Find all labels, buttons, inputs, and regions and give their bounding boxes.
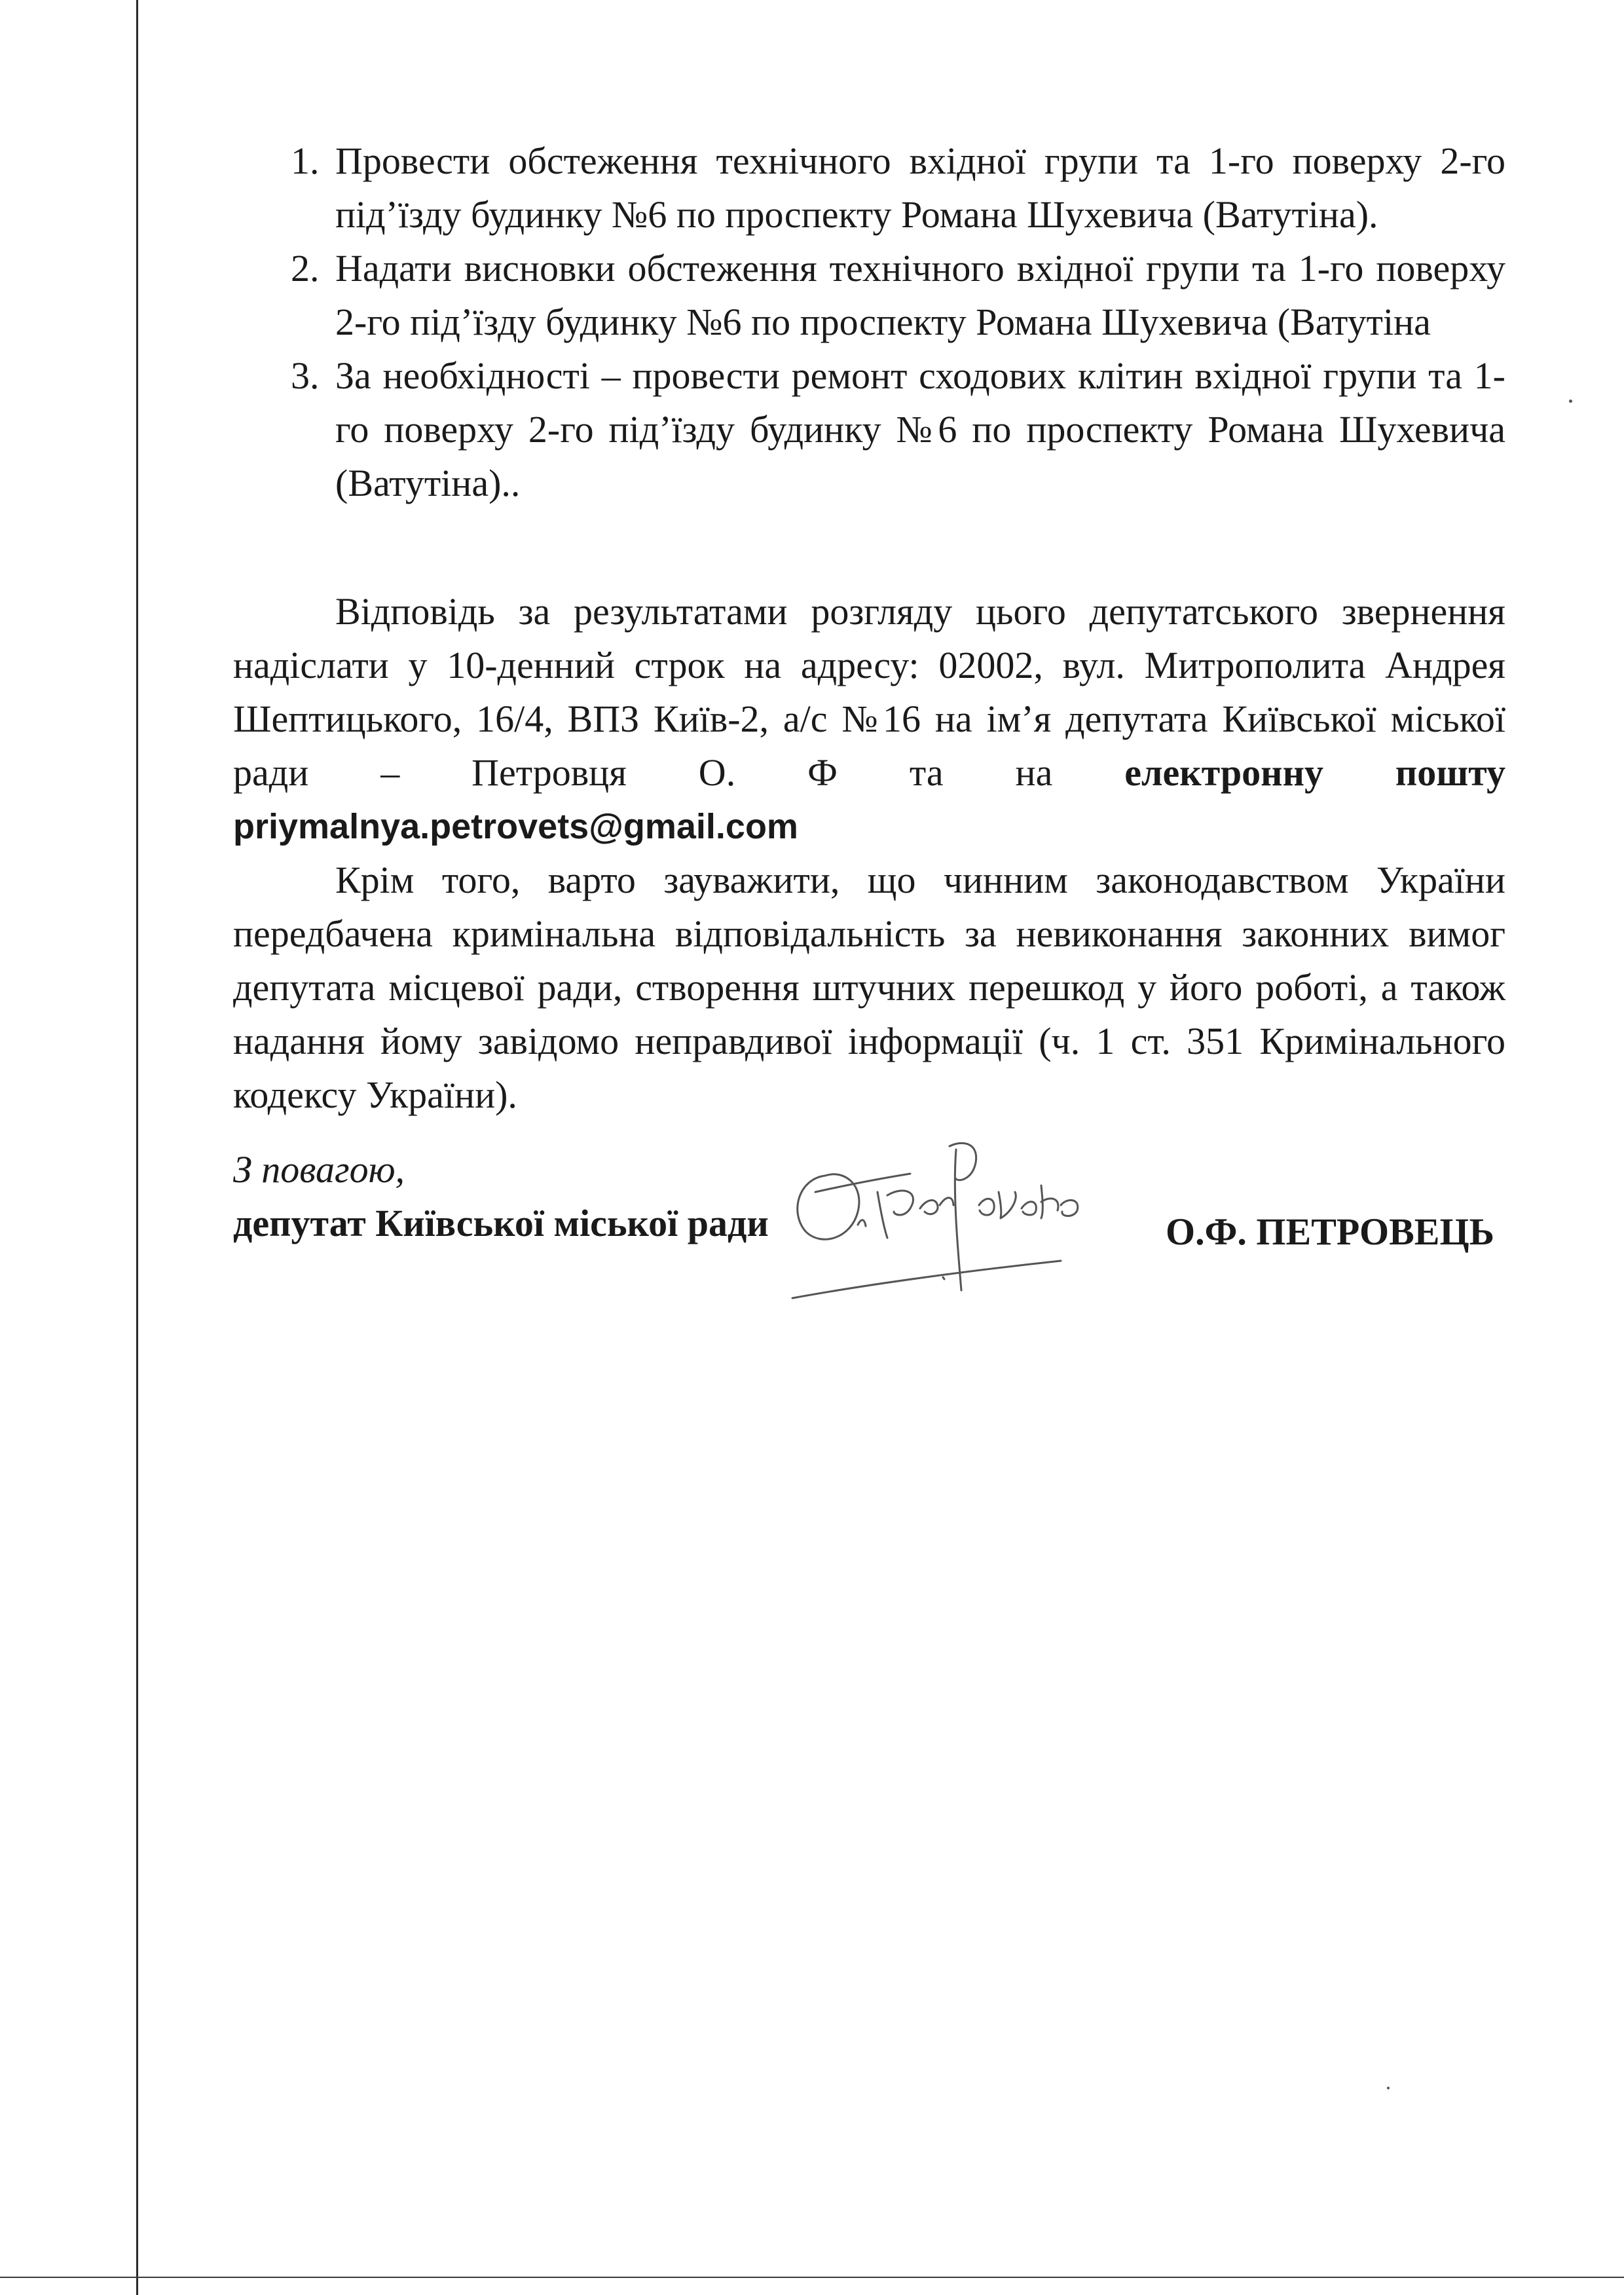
handwritten-signature bbox=[753, 1113, 1146, 1330]
liability-paragraph: Крім того, варто зауважити, що чинним законодавством України передбачена кримінальна відповідальність за невиконання законних вимог депутата місцевої ради, створення штучних перешкод у його роботі, а також надання йому завідомо неправдивої інформації (ч. 1 ст. 351 Кримінального кодексу України). bbox=[233, 859, 1505, 1116]
scan-speck bbox=[1569, 400, 1572, 403]
list-item-number: 2. bbox=[291, 247, 320, 289]
list-item-text: За необхідності – провести ремонт сходових клітин вхідної групи та 1-го поверху 2-го під’їзду будинку №6 по проспекту Романа Шухевича (Ватутіна).. bbox=[335, 354, 1505, 504]
scan-speck bbox=[1387, 2087, 1390, 2089]
page-binding-edge bbox=[136, 0, 138, 2295]
page-bottom-edge bbox=[0, 2277, 1624, 2278]
response-text: Відповідь за результатами розгляду цього депутатського звернення надіслати у 10-денний строк на адресу: 02002, вул. Митрополита Андрея Шептицького, 16/4, ВПЗ Київ-2, а/с №16 на ім’я депутата Київської міської ради – Петровця О. Ф та на bbox=[233, 590, 1505, 794]
closing-block bbox=[233, 1143, 769, 1250]
list-item bbox=[233, 242, 1505, 349]
signer-name: О.Ф. ПЕТРОВЕЦЬ bbox=[1166, 1210, 1494, 1253]
closing-position: депутат Київської міської ради bbox=[233, 1202, 769, 1244]
list-item-number: 3. bbox=[291, 354, 320, 397]
list-item bbox=[233, 134, 1505, 242]
closing-regards: З повагою, bbox=[233, 1148, 405, 1191]
response-paragraph bbox=[233, 585, 1505, 800]
letter-body bbox=[233, 134, 1505, 1122]
list-item-number: 1. bbox=[291, 140, 320, 182]
list-item-text: Провести обстеження технічного вхідної групи та 1-го поверху 2-го під’їзду будинку №6 по проспекту Романа Шухевича (Ватутіна). bbox=[335, 140, 1505, 236]
list-item bbox=[233, 349, 1505, 510]
request-list bbox=[233, 134, 1505, 510]
email-address: priymalnya.petrovets@gmail.com bbox=[233, 807, 798, 846]
response-bold-tail: електронну пошту bbox=[1124, 751, 1506, 794]
list-item-text: Надати висновки обстеження технічного вхідної групи та 1-го поверху 2-го під’їзду будинку №6 по проспекту Романа Шухевича (Ватутіна bbox=[335, 247, 1505, 343]
